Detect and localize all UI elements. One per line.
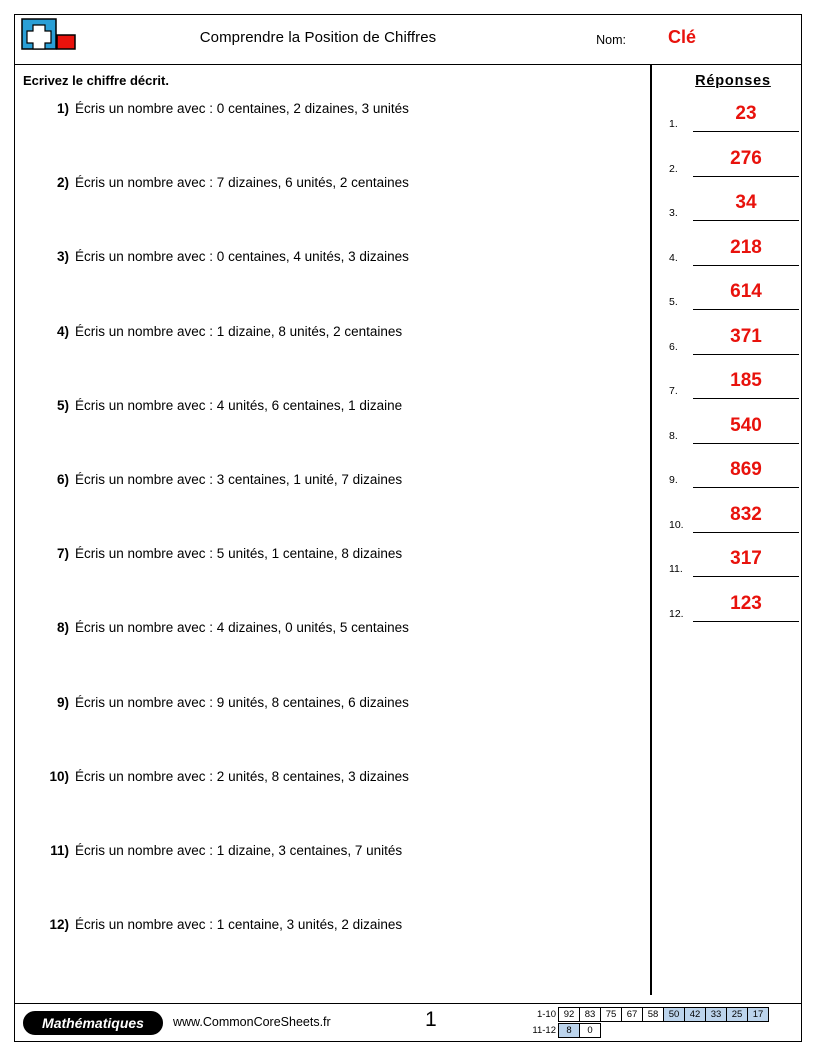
- question-row: [15, 620, 645, 694]
- answer-row: [667, 502, 799, 547]
- question-row: [15, 695, 645, 769]
- grading-scale-row: [525, 1007, 769, 1022]
- answer-value: 869: [730, 459, 762, 480]
- answer-number: 8.: [669, 429, 678, 442]
- answer-blank-line: [693, 176, 799, 177]
- worksheet-header: [15, 15, 801, 65]
- grading-scale: [525, 1007, 769, 1039]
- answer-blank-line: [693, 309, 799, 310]
- answer-key-column: [667, 73, 799, 635]
- answer-blank-line: [693, 443, 799, 444]
- website-url: www.CommonCoreSheets.fr: [173, 1015, 331, 1029]
- page-number: 1: [425, 1008, 437, 1031]
- answer-value: 317: [730, 548, 762, 569]
- answer-value: 276: [730, 147, 762, 169]
- brand-badge: Mathématiques: [23, 1011, 163, 1035]
- question-row: [15, 472, 645, 546]
- answer-number: 10.: [669, 518, 684, 531]
- question-row: [15, 101, 645, 175]
- answer-row: [667, 324, 799, 369]
- question-row: [15, 769, 645, 843]
- answer-row: [667, 279, 799, 324]
- answer-value: 34: [735, 192, 757, 213]
- answer-blank-line: [693, 621, 799, 622]
- question-row: [15, 249, 645, 323]
- question-number: 7): [56, 546, 69, 562]
- question-text: Écris un nombre avec : 0 centaines, 4 unités, 3 dizaines: [75, 249, 409, 265]
- question-number: 2): [56, 175, 69, 191]
- question-number: 11): [50, 842, 69, 858]
- answer-row: [667, 368, 799, 413]
- answer-row: [667, 190, 799, 235]
- answer-number: 4.: [669, 251, 678, 264]
- question-text: Écris un nombre avec : 3 centaines, 1 unité, 7 dizaines: [75, 471, 403, 487]
- grading-scale-cell: 83: [579, 1007, 601, 1022]
- question-text: Écris un nombre avec : 4 dizaines, 0 unités, 5 centaines: [75, 620, 409, 636]
- answer-blank-line: [693, 398, 799, 399]
- question-text: Écris un nombre avec : 7 dizaines, 6 unités, 2 centaines: [75, 175, 409, 191]
- answer-blank-line: [693, 354, 799, 355]
- question-number: 8): [56, 620, 69, 636]
- name-value: Clé: [667, 27, 696, 47]
- question-number: 10): [49, 768, 69, 784]
- instruction-text: Ecrivez le chiffre décrit.: [23, 73, 169, 88]
- grading-scale-cell: 92: [558, 1007, 580, 1022]
- answer-number: 11.: [669, 563, 683, 575]
- question-row: [15, 843, 645, 917]
- question-number: 6): [56, 471, 69, 487]
- answers-title: Réponses: [695, 73, 771, 89]
- answer-blank-line: [693, 265, 799, 266]
- grading-scale-cell: 25: [726, 1007, 748, 1022]
- answer-value: 185: [730, 370, 762, 391]
- answer-value: 614: [730, 281, 762, 302]
- question-number: 4): [56, 323, 69, 339]
- question-row: [15, 917, 645, 991]
- grading-scale-cell: 17: [747, 1007, 769, 1022]
- answer-value: 23: [735, 103, 757, 124]
- question-row: [15, 546, 645, 620]
- question-number: 9): [56, 694, 69, 710]
- question-text: Écris un nombre avec : 0 centaines, 2 dizaines, 3 unités: [75, 101, 409, 116]
- answer-value: 371: [730, 325, 762, 347]
- answer-number: 1.: [669, 118, 678, 130]
- question-row: [15, 324, 645, 398]
- answer-value: 540: [730, 414, 762, 436]
- question-number: 3): [56, 249, 69, 265]
- grading-scale-cell: 50: [663, 1007, 685, 1022]
- question-text: Écris un nombre avec : 1 centaine, 3 unités, 2 dizaines: [75, 917, 403, 933]
- answer-number: 5.: [669, 296, 678, 308]
- answer-number: 2.: [669, 162, 678, 175]
- answer-row: [667, 546, 799, 591]
- answer-value: 832: [730, 503, 762, 525]
- worksheet-footer: [15, 1003, 801, 1041]
- answer-number: 9.: [669, 474, 678, 486]
- grading-scale-cell: 42: [684, 1007, 706, 1022]
- answer-row: [667, 457, 799, 502]
- grading-scale-cell: 58: [642, 1007, 664, 1022]
- grading-scale-cell: 67: [621, 1007, 643, 1022]
- answer-blank-line: [693, 131, 799, 132]
- worksheet-body: [15, 65, 801, 1003]
- question-text: Écris un nombre avec : 2 unités, 8 centaines, 3 dizaines: [75, 768, 409, 784]
- grading-scale-cell: 0: [579, 1023, 601, 1038]
- answer-number: 3.: [669, 207, 678, 219]
- question-text: Écris un nombre avec : 9 unités, 8 centaines, 6 dizaines: [75, 694, 409, 710]
- answer-blank-line: [693, 220, 799, 221]
- grading-scale-label: 11-12: [532, 1025, 556, 1036]
- grading-scale-cell: 8: [558, 1023, 580, 1038]
- grading-scale-cell: 33: [705, 1007, 727, 1022]
- grading-scale-cell: 75: [600, 1007, 622, 1022]
- answer-number: 12.: [669, 607, 684, 620]
- answer-blank-line: [693, 576, 799, 577]
- answer-value: 123: [730, 592, 762, 614]
- answer-row: [667, 146, 799, 191]
- question-number: 1): [56, 101, 69, 116]
- answer-number: 7.: [669, 385, 678, 397]
- answer-row: [667, 101, 799, 146]
- answer-value: 218: [730, 236, 762, 258]
- answer-number: 6.: [669, 340, 678, 353]
- answer-row: [667, 235, 799, 280]
- question-row: [15, 398, 645, 472]
- grading-scale-label: 1-10: [536, 1009, 556, 1020]
- grading-scale-row: [525, 1023, 769, 1038]
- name-label: Nom:: [596, 33, 626, 47]
- page-title: Comprendre la Position de Chiffres: [199, 29, 437, 46]
- question-text: Écris un nombre avec : 5 unités, 1 centaine, 8 dizaines: [75, 546, 403, 562]
- question-list: [15, 101, 645, 991]
- question-text: Écris un nombre avec : 1 dizaine, 3 centaines, 7 unités: [75, 842, 403, 858]
- answer-row: [667, 591, 799, 636]
- question-text: Écris un nombre avec : 4 unités, 6 centaines, 1 dizaine: [75, 397, 403, 413]
- question-number: 5): [56, 397, 69, 413]
- question-text: Écris un nombre avec : 1 dizaine, 8 unités, 2 centaines: [75, 323, 403, 339]
- answer-blank-line: [693, 532, 799, 533]
- worksheet-page: [14, 14, 802, 1042]
- answer-blank-line: [693, 487, 799, 488]
- vertical-divider: [650, 65, 652, 995]
- question-row: [15, 175, 645, 249]
- answer-row: [667, 413, 799, 458]
- question-number: 12): [49, 917, 69, 933]
